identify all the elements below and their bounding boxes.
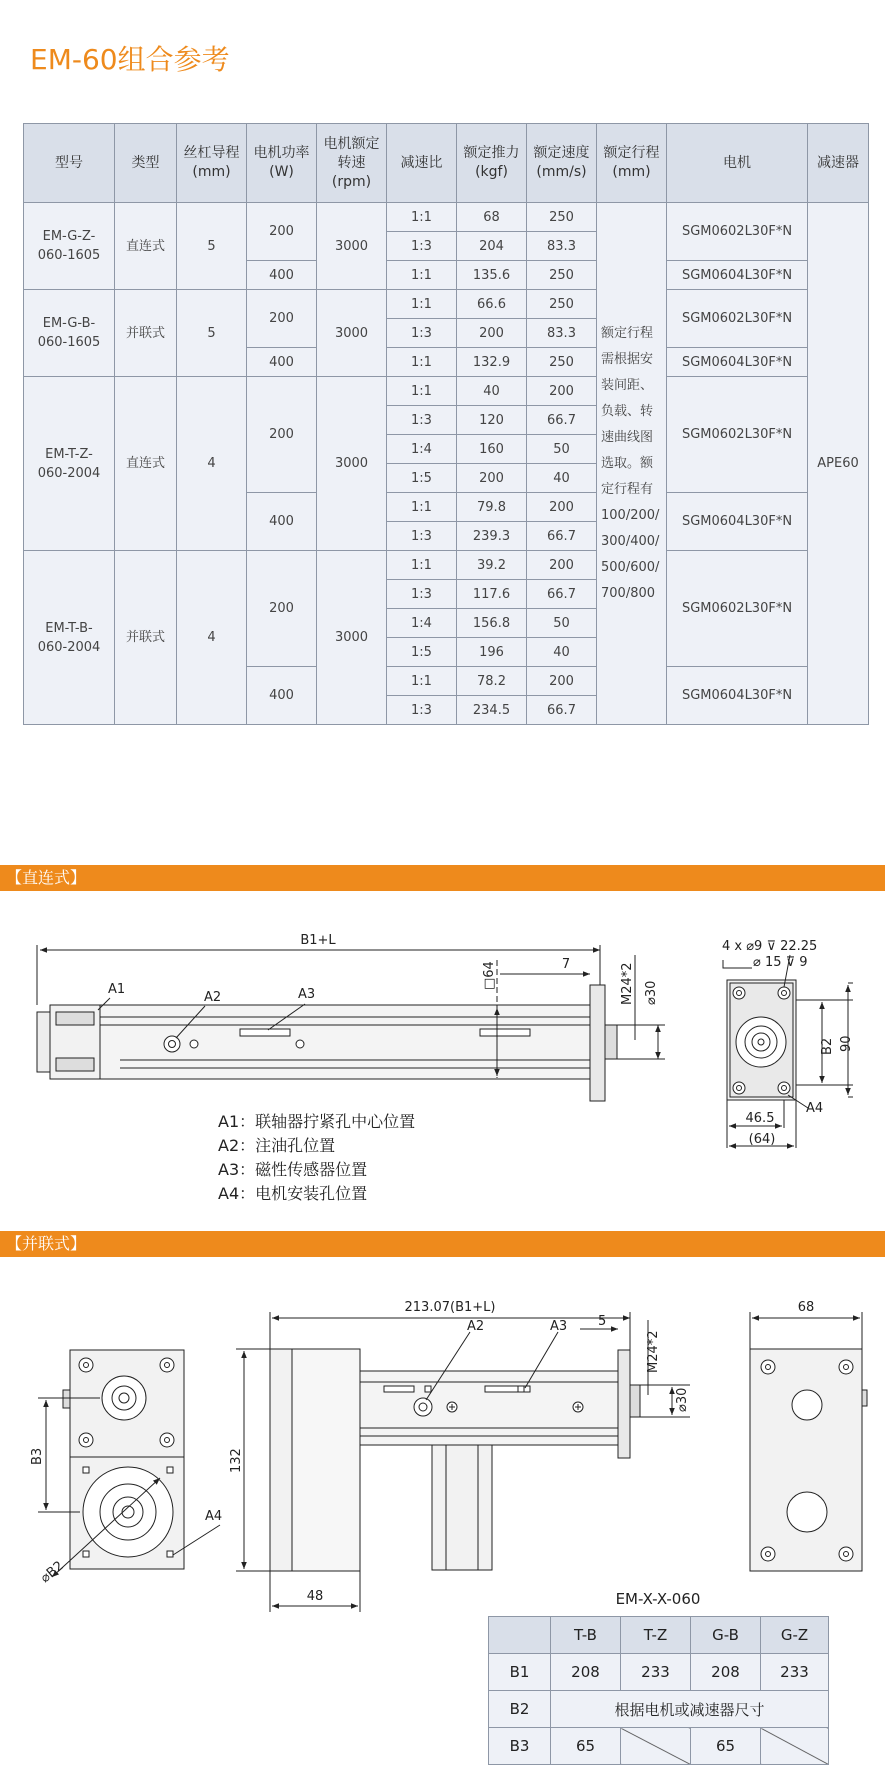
ratio-cell: 1:1 [387, 290, 457, 319]
power-cell: 200 [247, 377, 317, 493]
model-cell: EM-G-B- 060-1605 [24, 290, 115, 377]
section-bar-direct: 【直连式】 [0, 865, 885, 891]
thrust-cell: 117.6 [457, 580, 527, 609]
thrust-cell: 239.3 [457, 522, 527, 551]
power-cell: 400 [247, 348, 317, 377]
legend [218, 1110, 415, 1206]
thrust-cell: 66.6 [457, 290, 527, 319]
thrust-cell: 200 [457, 464, 527, 493]
dims-cell-na [621, 1728, 691, 1765]
ratio-cell: 1:3 [387, 319, 457, 348]
rated-speed-cell: 3000 [317, 377, 387, 551]
spec-header-cell: 额定速度 (mm/s) [527, 124, 597, 203]
ratio-cell: 1:1 [387, 348, 457, 377]
thrust-cell: 234.5 [457, 696, 527, 725]
ratio-cell: 1:5 [387, 464, 457, 493]
section-bar-parallel: 【并联式】 [0, 1231, 885, 1257]
spec-header-cell: 减速器 [808, 124, 869, 203]
dims-table [488, 1616, 829, 1765]
thrust-cell: 39.2 [457, 551, 527, 580]
velocity-cell: 50 [527, 435, 597, 464]
ratio-cell: 1:5 [387, 638, 457, 667]
ratio-cell: 1:4 [387, 609, 457, 638]
spec-header-cell: 型号 [24, 124, 115, 203]
model-cell: EM-T-B- 060-2004 [24, 551, 115, 725]
label-a2: A2 [204, 990, 222, 1005]
spec-header-cell: 减速比 [387, 124, 457, 203]
spec-header-cell: 额定推力 (kgf) [457, 124, 527, 203]
page-title: EM-60组合参考 [30, 43, 230, 76]
velocity-cell: 66.7 [527, 522, 597, 551]
dims-cell: 65 [691, 1728, 761, 1765]
thrust-cell: 78.2 [457, 667, 527, 696]
ratio-cell: 1:3 [387, 406, 457, 435]
spec-header-cell: 丝杠导程 (mm) [177, 124, 247, 203]
label-phi30-direct: ⌀30 [644, 980, 659, 1005]
parallel-side-view [236, 1312, 690, 1612]
velocity-cell: 66.7 [527, 696, 597, 725]
label-d64p: (64) [748, 1132, 776, 1147]
label-a2-parallel: A2 [467, 1319, 485, 1334]
velocity-cell: 250 [527, 261, 597, 290]
label-a4-parallel: A4 [205, 1509, 223, 1524]
ratio-cell: 1:1 [387, 203, 457, 232]
lead-cell: 5 [177, 290, 247, 377]
lead-cell: 5 [177, 203, 247, 290]
dims-cell: 233 [761, 1654, 829, 1691]
label-d48: 48 [306, 1589, 324, 1604]
velocity-cell: 40 [527, 464, 597, 493]
label-d5: 5 [598, 1314, 607, 1329]
label-a4: A4 [806, 1101, 824, 1116]
model-cell: EM-T-Z- 060-2004 [24, 377, 115, 551]
label-hole-spec-2: ⌀ 15 ⊽ 9 [753, 955, 808, 970]
type-cell: 并联式 [115, 290, 177, 377]
velocity-cell: 200 [527, 667, 597, 696]
velocity-cell: 200 [527, 493, 597, 522]
legend-item-a1: A1：联轴器拧紧孔中心位置 [218, 1112, 416, 1131]
dims-cell-na [761, 1728, 829, 1765]
ratio-cell: 1:1 [387, 551, 457, 580]
label-a1: A1 [108, 982, 126, 997]
ratio-cell: 1:3 [387, 580, 457, 609]
thrust-cell: 160 [457, 435, 527, 464]
rated-speed-cell: 3000 [317, 290, 387, 377]
motor-cell: SGM0604L30F*N [667, 261, 808, 290]
spec-header-cell: 电机额定 转速 (rpm) [317, 124, 387, 203]
power-cell: 400 [247, 667, 317, 725]
motor-cell: SGM0602L30F*N [667, 203, 808, 261]
ratio-cell: 1:3 [387, 696, 457, 725]
rated-speed-cell: 3000 [317, 551, 387, 725]
power-cell: 400 [247, 493, 317, 551]
thrust-cell: 156.8 [457, 609, 527, 638]
velocity-cell: 250 [527, 203, 597, 232]
lead-cell: 4 [177, 551, 247, 725]
direct-side-view [37, 945, 665, 1101]
dims-cell: 65 [551, 1728, 621, 1765]
ratio-cell: 1:1 [387, 667, 457, 696]
dims-header-cell: G-Z [761, 1617, 829, 1654]
dims-caption: EM-X-X-060 [615, 1590, 701, 1608]
ratio-cell: 1:1 [387, 493, 457, 522]
label-a3-parallel: A3 [550, 1319, 568, 1334]
dims-row-b1 [489, 1654, 829, 1691]
thrust-cell: 120 [457, 406, 527, 435]
model-cell: EM-G-Z- 060-1605 [24, 203, 115, 290]
power-cell: 200 [247, 203, 317, 261]
label-a3: A3 [298, 987, 316, 1002]
label-m24-parallel: M24*2 [646, 1330, 661, 1373]
thrust-cell: 135.6 [457, 261, 527, 290]
dims-header-cell: T-Z [621, 1617, 691, 1654]
dims-row-b3 [489, 1728, 829, 1765]
motor-cell: SGM0604L30F*N [667, 493, 808, 551]
power-cell: 200 [247, 551, 317, 667]
velocity-cell: 200 [527, 377, 597, 406]
stroke-note-cell: 额定行程 需根据安 装间距、 负载、转 速曲线图 选取。额 定行程有 100/200/ 300/400/ 500/600/ 700/800 [597, 203, 667, 725]
parallel-end-view-left [38, 1350, 223, 1577]
label-d90: 90 [839, 1035, 854, 1052]
velocity-cell: 40 [527, 638, 597, 667]
dims-cell-b2-text: 根据电机或减速器尺寸 [551, 1691, 829, 1728]
velocity-cell: 83.3 [527, 319, 597, 348]
lead-cell: 4 [177, 377, 247, 551]
dims-header-cell [489, 1617, 551, 1654]
reducer-cell: APE60 [808, 203, 869, 725]
thrust-cell: 200 [457, 319, 527, 348]
velocity-cell: 66.7 [527, 406, 597, 435]
label-d132: 132 [229, 1448, 244, 1473]
dims-cell: B1 [489, 1654, 551, 1691]
type-cell: 直连式 [115, 377, 177, 551]
velocity-cell: 83.3 [527, 232, 597, 261]
dims-cell: B2 [489, 1691, 551, 1728]
velocity-cell: 66.7 [527, 580, 597, 609]
spec-header-cell: 额定行程 (mm) [597, 124, 667, 203]
ratio-cell: 1:1 [387, 377, 457, 406]
dims-header-row [489, 1617, 829, 1654]
legend-item-a2: A2：注油孔位置 [218, 1136, 336, 1155]
label-d7: 7 [561, 957, 571, 972]
spec-header-cell: 类型 [115, 124, 177, 203]
ratio-cell: 1:3 [387, 232, 457, 261]
motor-cell: SGM0602L30F*N [667, 551, 808, 667]
velocity-cell: 250 [527, 348, 597, 377]
thrust-cell: 40 [457, 377, 527, 406]
label-d46-5: 46.5 [745, 1111, 775, 1126]
ratio-cell: 1:4 [387, 435, 457, 464]
thrust-cell: 79.8 [457, 493, 527, 522]
label-hole-spec-1: 4 x ⌀9 ⊽ 22.25 [722, 939, 818, 954]
rated-speed-cell: 3000 [317, 203, 387, 290]
type-cell: 直连式 [115, 203, 177, 290]
dims-cell: 233 [621, 1654, 691, 1691]
label-d68: 68 [797, 1300, 815, 1315]
legend-item-a3: A3：磁性传感器位置 [218, 1160, 368, 1179]
thrust-cell: 196 [457, 638, 527, 667]
label-total: 213.07(B1+L) [404, 1300, 496, 1315]
spec-header-cell: 电机功率 (W) [247, 124, 317, 203]
ratio-cell: 1:3 [387, 522, 457, 551]
thrust-cell: 68 [457, 203, 527, 232]
type-cell: 并联式 [115, 551, 177, 725]
velocity-cell: 50 [527, 609, 597, 638]
thrust-cell: 204 [457, 232, 527, 261]
parallel-end-view-right [750, 1312, 867, 1571]
dims-header-cell: T-B [551, 1617, 621, 1654]
label-m24-direct: M24*2 [620, 962, 635, 1005]
dims-cell: 208 [691, 1654, 761, 1691]
spec-header-cell: 电机 [667, 124, 808, 203]
dims-cell: 208 [551, 1654, 621, 1691]
motor-cell: SGM0604L30F*N [667, 348, 808, 377]
velocity-cell: 200 [527, 551, 597, 580]
label-b2-direct: B2 [820, 1037, 835, 1055]
thrust-cell: 132.9 [457, 348, 527, 377]
dims-row-b2 [489, 1691, 829, 1728]
motor-cell: SGM0604L30F*N [667, 667, 808, 725]
motor-cell: SGM0602L30F*N [667, 290, 808, 348]
legend-item-a4: A4：电机安装孔位置 [218, 1184, 368, 1203]
motor-cell: SGM0602L30F*N [667, 377, 808, 493]
power-cell: 200 [247, 290, 317, 348]
dims-cell: B3 [489, 1728, 551, 1765]
dims-header-cell: G-B [691, 1617, 761, 1654]
ratio-cell: 1:1 [387, 261, 457, 290]
label-sq64: □64 [482, 961, 497, 990]
label-b1l: B1+L [300, 933, 336, 948]
label-phib2: ⌀B2 [37, 1558, 67, 1587]
power-cell: 400 [247, 261, 317, 290]
label-phi30-parallel: ⌀30 [675, 1387, 690, 1412]
velocity-cell: 250 [527, 290, 597, 319]
label-b3: B3 [30, 1447, 45, 1465]
